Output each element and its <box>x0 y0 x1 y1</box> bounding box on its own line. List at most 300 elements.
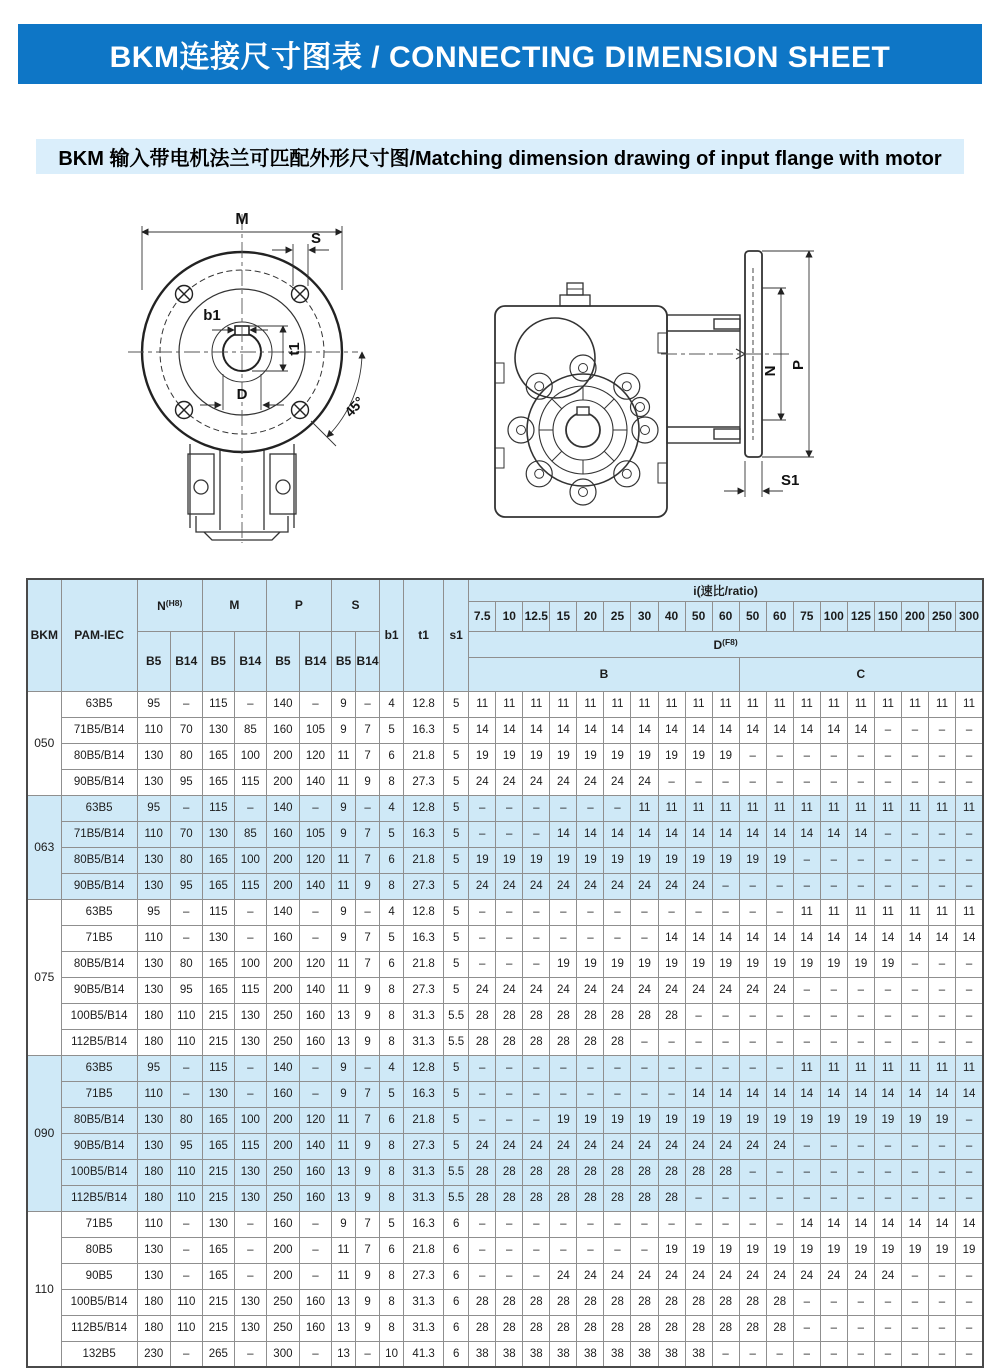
dim-cell: 8 <box>380 1003 404 1029</box>
dim-cell: 165 <box>202 1107 234 1133</box>
dim-cell: 21.8 <box>404 743 444 769</box>
d-value-cell: 19 <box>793 1237 820 1263</box>
d-value-cell: 14 <box>793 925 820 951</box>
d-value-cell: – <box>739 769 766 795</box>
d-value-cell: – <box>496 899 523 925</box>
d-value-cell: – <box>820 1133 847 1159</box>
pam-iec-cell: 90B5/B14 <box>61 873 137 899</box>
dim-cell: 250 <box>266 1029 299 1055</box>
d-value-cell: – <box>712 1055 739 1081</box>
d-value-cell: 28 <box>604 1315 631 1341</box>
d-value-cell: – <box>550 1237 577 1263</box>
d-value-cell: – <box>956 769 983 795</box>
dim-cell: 9 <box>331 717 355 743</box>
subcol-m-b5: B5 <box>202 631 234 691</box>
dim-cell: 11 <box>331 743 355 769</box>
dim-cell: 80 <box>170 847 202 873</box>
dim-cell: 180 <box>137 1185 170 1211</box>
dim-cell: 13 <box>331 1341 355 1367</box>
d-value-cell: – <box>523 1107 550 1133</box>
d-value-cell: 14 <box>793 1211 820 1237</box>
dim-cell: 95 <box>137 795 170 821</box>
d-value-cell: 11 <box>766 795 793 821</box>
pam-iec-cell: 100B5/B14 <box>61 1289 137 1315</box>
d-value-cell: 28 <box>523 1159 550 1185</box>
d-value-cell: 14 <box>874 1081 901 1107</box>
dim-cell: 5 <box>444 1081 469 1107</box>
d-value-cell: – <box>550 925 577 951</box>
pam-iec-cell: 90B5/B14 <box>61 977 137 1003</box>
d-value-cell: 11 <box>847 1055 874 1081</box>
dim-cell: 110 <box>170 1315 202 1341</box>
d-value-cell: 11 <box>928 1055 955 1081</box>
d-value-cell: – <box>739 743 766 769</box>
dim-cell: 85 <box>234 717 266 743</box>
dim-cell: 110 <box>137 821 170 847</box>
d-value-cell: – <box>956 847 983 873</box>
pam-iec-cell: 90B5 <box>61 1263 137 1289</box>
dim-cell: 300 <box>266 1341 299 1367</box>
pam-iec-cell: 71B5/B14 <box>61 717 137 743</box>
d-value-cell: – <box>901 1159 928 1185</box>
dim-cell: 13 <box>331 1185 355 1211</box>
d-value-cell: 28 <box>712 1315 739 1341</box>
d-value-cell: 28 <box>577 1029 604 1055</box>
ratio-col-0: 7.5 <box>469 601 496 631</box>
d-value-cell: – <box>793 1185 820 1211</box>
d-value-cell: 11 <box>901 795 928 821</box>
dim-cell: 160 <box>299 1029 331 1055</box>
dim-cell: 31.3 <box>404 1315 444 1341</box>
table-row <box>27 1029 983 1055</box>
bkm-group-label: 063 <box>27 795 61 899</box>
d-value-cell: 24 <box>550 977 577 1003</box>
d-value-cell: 14 <box>658 925 685 951</box>
ratio-col-4: 20 <box>577 601 604 631</box>
d-value-cell: – <box>469 925 496 951</box>
d-value-cell: 28 <box>604 1159 631 1185</box>
dim-cell: 21.8 <box>404 1237 444 1263</box>
d-value-cell: – <box>928 977 955 1003</box>
d-value-cell: – <box>577 1237 604 1263</box>
d-value-cell: – <box>901 1341 928 1367</box>
d-value-cell: 19 <box>550 1107 577 1133</box>
output-flange-rosette <box>508 355 658 505</box>
dim-cell: 27.3 <box>404 873 444 899</box>
d-value-cell: – <box>820 977 847 1003</box>
subcol-m-b14: B14 <box>234 631 266 691</box>
dim-cell: 4 <box>380 691 404 717</box>
dim-cell: – <box>299 1055 331 1081</box>
d-value-cell: – <box>739 899 766 925</box>
d-value-cell: 19 <box>523 847 550 873</box>
d-value-cell: 24 <box>739 1263 766 1289</box>
dim-cell: 5 <box>444 1107 469 1133</box>
d-value-cell: – <box>928 821 955 847</box>
d-value-cell: 28 <box>658 1159 685 1185</box>
d-value-cell: 11 <box>685 691 712 717</box>
dim-cell: 160 <box>266 925 299 951</box>
d-value-cell: 14 <box>847 925 874 951</box>
d-value-cell: – <box>685 899 712 925</box>
d-value-cell: 11 <box>658 795 685 821</box>
dim-cell: 11 <box>331 1263 355 1289</box>
dim-cell: – <box>170 691 202 717</box>
dim-cell: 110 <box>137 1081 170 1107</box>
d-value-cell: 19 <box>469 847 496 873</box>
dim-cell: 250 <box>266 1003 299 1029</box>
section-subtitle-bar <box>36 139 964 174</box>
d-value-cell: 11 <box>928 691 955 717</box>
dim-cell: 165 <box>202 951 234 977</box>
dim-cell: 9 <box>331 899 355 925</box>
d-value-cell: 28 <box>496 1003 523 1029</box>
d-value-cell: – <box>577 1211 604 1237</box>
dim-cell: 5.5 <box>444 1003 469 1029</box>
table-row <box>27 899 983 925</box>
d-value-cell: 24 <box>604 1133 631 1159</box>
d-value-cell: 24 <box>658 977 685 1003</box>
d-value-cell: – <box>550 795 577 821</box>
d-value-cell: 24 <box>766 1133 793 1159</box>
dim-label-s1: S1 <box>781 472 800 489</box>
table-row <box>27 977 983 1003</box>
dim-cell: 9 <box>356 1289 380 1315</box>
d-value-cell: 19 <box>496 847 523 873</box>
col-header-s: S <box>331 579 379 631</box>
dim-cell: 70 <box>170 717 202 743</box>
ratio-col-18: 300 <box>956 601 983 631</box>
d-value-cell: 28 <box>658 1289 685 1315</box>
dim-cell: 4 <box>380 795 404 821</box>
dim-cell: 9 <box>331 1055 355 1081</box>
d-value-cell: 19 <box>685 743 712 769</box>
dim-cell: 160 <box>266 717 299 743</box>
d-value-cell: 38 <box>469 1341 496 1367</box>
d-value-cell: 19 <box>766 1107 793 1133</box>
d-value-cell: 11 <box>793 795 820 821</box>
d-value-cell: 28 <box>658 1003 685 1029</box>
d-value-cell: – <box>901 1289 928 1315</box>
d-value-cell: – <box>577 925 604 951</box>
dim-cell: 250 <box>266 1159 299 1185</box>
d-value-cell: 24 <box>550 1263 577 1289</box>
d-value-cell: 11 <box>739 691 766 717</box>
d-value-cell: – <box>928 847 955 873</box>
dim-cell: 7 <box>356 821 380 847</box>
dim-cell: 9 <box>331 795 355 821</box>
pam-iec-cell: 112B5/B14 <box>61 1029 137 1055</box>
dim-cell: 11 <box>331 1237 355 1263</box>
d-value-cell: 28 <box>496 1315 523 1341</box>
d-value-cell: – <box>496 1107 523 1133</box>
d-value-cell: – <box>901 1263 928 1289</box>
d-value-cell: 19 <box>793 951 820 977</box>
d-value-cell: 38 <box>604 1341 631 1367</box>
d-value-cell: – <box>928 873 955 899</box>
d-value-cell: – <box>901 1029 928 1055</box>
dim-label-n: N <box>762 365 779 377</box>
dim-cell: 215 <box>202 1185 234 1211</box>
dim-cell: – <box>234 691 266 717</box>
d-value-cell: 24 <box>685 977 712 1003</box>
d-value-cell: 11 <box>956 899 983 925</box>
subcol-s-b5: B5 <box>331 631 355 691</box>
dim-cell: 9 <box>331 691 355 717</box>
d-value-cell: – <box>928 1003 955 1029</box>
dim-cell: – <box>299 691 331 717</box>
d-value-cell: 24 <box>496 873 523 899</box>
dim-cell: 115 <box>234 769 266 795</box>
d-value-cell: 24 <box>712 977 739 1003</box>
dim-cell: 6 <box>380 1237 404 1263</box>
d-value-cell: 28 <box>550 1315 577 1341</box>
dim-cell: 6 <box>444 1315 469 1341</box>
d-value-cell: 14 <box>793 1081 820 1107</box>
d-value-cell: 14 <box>901 925 928 951</box>
d-value-cell: 28 <box>469 1003 496 1029</box>
subcol-p-b14: B14 <box>299 631 331 691</box>
dim-cell: 115 <box>202 795 234 821</box>
d-value-cell: – <box>496 821 523 847</box>
dim-cell: 11 <box>331 873 355 899</box>
dim-cell: – <box>299 795 331 821</box>
d-value-cell: 19 <box>820 951 847 977</box>
dim-cell: 95 <box>170 769 202 795</box>
d-value-cell: 28 <box>631 1185 658 1211</box>
d-value-cell: – <box>847 873 874 899</box>
d-value-cell: 24 <box>631 977 658 1003</box>
section-subtitle: BKM 输入带电机法兰可匹配外形尺寸图/Matching dimension drawing of input flange with motor <box>58 148 942 170</box>
d-value-cell: 24 <box>766 977 793 1003</box>
dim-cell: – <box>299 925 331 951</box>
d-value-cell: 14 <box>847 821 874 847</box>
d-value-cell: 24 <box>658 1133 685 1159</box>
d-value-cell: 19 <box>523 743 550 769</box>
d-value-cell: – <box>712 769 739 795</box>
d-value-cell: 28 <box>469 1185 496 1211</box>
dim-cell: 160 <box>299 1003 331 1029</box>
d-value-cell: – <box>874 977 901 1003</box>
d-value-cell: 14 <box>956 1081 983 1107</box>
d-value-cell: 19 <box>550 847 577 873</box>
dim-cell: 120 <box>299 847 331 873</box>
d-split-c: C <box>739 657 983 691</box>
page-title-banner <box>18 24 982 84</box>
table-row <box>27 925 983 951</box>
d-value-cell: – <box>847 1003 874 1029</box>
dim-cell: 165 <box>202 743 234 769</box>
d-value-cell: 19 <box>712 847 739 873</box>
dim-cell: 5.5 <box>444 1159 469 1185</box>
dim-cell: 115 <box>202 691 234 717</box>
d-value-cell: – <box>928 1133 955 1159</box>
d-value-cell: 19 <box>631 1107 658 1133</box>
d-value-cell: 11 <box>523 691 550 717</box>
dim-cell: 7 <box>356 1211 380 1237</box>
dim-label-p: P <box>790 359 807 371</box>
d-value-cell: 24 <box>496 1133 523 1159</box>
dim-cell: 7 <box>356 847 380 873</box>
d-value-cell: 28 <box>550 1029 577 1055</box>
dim-cell: 110 <box>137 717 170 743</box>
d-value-cell: – <box>766 1029 793 1055</box>
dim-cell: 27.3 <box>404 1133 444 1159</box>
ratio-col-10: 50 <box>739 601 766 631</box>
d-value-cell: 14 <box>928 1211 955 1237</box>
dim-cell: 5 <box>444 717 469 743</box>
d-value-cell: 11 <box>956 795 983 821</box>
dim-cell: 5 <box>380 821 404 847</box>
d-value-cell: – <box>956 1029 983 1055</box>
d-value-cell: – <box>847 743 874 769</box>
dim-label-t1: t1 <box>286 342 303 356</box>
dim-cell: 140 <box>266 899 299 925</box>
dim-cell: 5 <box>444 743 469 769</box>
d-value-cell: 24 <box>766 1263 793 1289</box>
d-value-cell: 14 <box>847 1081 874 1107</box>
flange-front-view-drawing <box>100 198 415 546</box>
d-value-cell: – <box>523 1081 550 1107</box>
dim-cell: 27.3 <box>404 977 444 1003</box>
dim-cell: 31.3 <box>404 1159 444 1185</box>
d-value-cell: 14 <box>712 925 739 951</box>
dim-cell: 9 <box>356 769 380 795</box>
dim-cell: 6 <box>380 743 404 769</box>
d-value-cell: – <box>712 1211 739 1237</box>
dim-cell: – <box>299 1237 331 1263</box>
ratio-col-8: 50 <box>685 601 712 631</box>
d-value-cell: 24 <box>847 1263 874 1289</box>
d-value-cell: 24 <box>631 1133 658 1159</box>
d-value-cell: 24 <box>631 1263 658 1289</box>
dim-cell: 200 <box>266 977 299 1003</box>
dim-cell: – <box>170 1237 202 1263</box>
d-value-cell: 14 <box>496 717 523 743</box>
dim-cell: 180 <box>137 1003 170 1029</box>
d-value-cell: 11 <box>901 691 928 717</box>
dim-cell: 215 <box>202 1315 234 1341</box>
d-value-cell: 11 <box>712 691 739 717</box>
d-value-cell: – <box>631 925 658 951</box>
dim-cell: 160 <box>299 1185 331 1211</box>
dim-cell: 31.3 <box>404 1003 444 1029</box>
d-value-cell: – <box>928 1341 955 1367</box>
d-value-cell: 11 <box>874 691 901 717</box>
dim-label-d: D <box>236 386 248 403</box>
d-value-cell: 14 <box>631 821 658 847</box>
dim-cell: 5 <box>444 1133 469 1159</box>
dim-cell: 165 <box>202 1237 234 1263</box>
d-value-cell: 11 <box>631 691 658 717</box>
dim-cell: 6 <box>444 1289 469 1315</box>
dim-cell: 215 <box>202 1289 234 1315</box>
d-value-cell: – <box>847 769 874 795</box>
dim-cell: 7 <box>356 743 380 769</box>
d-value-cell: 28 <box>604 1003 631 1029</box>
d-value-cell: 19 <box>577 847 604 873</box>
table-row <box>27 1055 983 1081</box>
subcol-p-b5: B5 <box>266 631 299 691</box>
dim-S1 <box>724 461 783 497</box>
dim-cell: 4 <box>380 899 404 925</box>
dim-cell: 11 <box>331 1133 355 1159</box>
d-value-cell: 11 <box>469 691 496 717</box>
d-value-cell: – <box>523 795 550 821</box>
d-value-cell: – <box>928 1263 955 1289</box>
d-value-cell: – <box>469 1081 496 1107</box>
dim-cell: 95 <box>137 691 170 717</box>
col-header-s1: s1 <box>444 579 469 691</box>
d-value-cell: 19 <box>820 1237 847 1263</box>
d-value-cell: – <box>820 1341 847 1367</box>
d-value-cell: – <box>523 821 550 847</box>
dim-cell: 9 <box>356 977 380 1003</box>
d-value-cell: – <box>631 899 658 925</box>
d-value-cell: 14 <box>739 717 766 743</box>
d-value-cell: – <box>766 873 793 899</box>
d-value-cell: 24 <box>685 1263 712 1289</box>
ratio-col-12: 75 <box>793 601 820 631</box>
input-shaft-housing <box>667 315 740 443</box>
dim-cell: 115 <box>234 1133 266 1159</box>
d-value-cell: 38 <box>496 1341 523 1367</box>
d-value-cell: – <box>820 769 847 795</box>
dim-cell: – <box>234 925 266 951</box>
d-value-cell: 24 <box>793 1263 820 1289</box>
d-value-cell: – <box>766 1055 793 1081</box>
d-value-cell: 14 <box>523 717 550 743</box>
dim-cell: 160 <box>266 821 299 847</box>
d-value-cell: 11 <box>739 795 766 821</box>
d-value-cell: – <box>523 1237 550 1263</box>
d-value-cell: 19 <box>658 951 685 977</box>
d-value-cell: – <box>658 769 685 795</box>
d-value-cell: 14 <box>766 925 793 951</box>
pam-iec-cell: 71B5/B14 <box>61 821 137 847</box>
d-value-cell: 28 <box>469 1289 496 1315</box>
dim-cell: 95 <box>170 977 202 1003</box>
d-value-cell: – <box>469 1263 496 1289</box>
dim-cell: 100 <box>234 743 266 769</box>
d-value-cell: 19 <box>956 1237 983 1263</box>
d-value-cell: 14 <box>820 1211 847 1237</box>
d-value-cell: 38 <box>631 1341 658 1367</box>
d-value-cell: 28 <box>523 1185 550 1211</box>
d-value-cell: 14 <box>685 717 712 743</box>
d-value-cell: 19 <box>739 951 766 977</box>
d-value-cell: 24 <box>577 1263 604 1289</box>
d-value-cell: 19 <box>739 847 766 873</box>
dim-cell: 8 <box>380 1029 404 1055</box>
d-value-cell: – <box>523 925 550 951</box>
d-value-cell: – <box>631 1211 658 1237</box>
dim-label-45: 45° <box>341 393 368 420</box>
d-value-cell: 19 <box>793 1107 820 1133</box>
dim-cell: 130 <box>137 743 170 769</box>
dim-cell: 5.5 <box>444 1185 469 1211</box>
ratio-col-1: 10 <box>496 601 523 631</box>
dim-cell: 130 <box>137 1237 170 1263</box>
dim-label-s: S <box>310 230 322 247</box>
d-value-cell: – <box>928 1315 955 1341</box>
d-value-cell: 14 <box>685 1081 712 1107</box>
dim-cell: 9 <box>331 1081 355 1107</box>
d-value-cell: 19 <box>847 951 874 977</box>
d-value-cell: – <box>469 951 496 977</box>
dim-cell: 95 <box>137 899 170 925</box>
d-value-cell: – <box>766 1211 793 1237</box>
